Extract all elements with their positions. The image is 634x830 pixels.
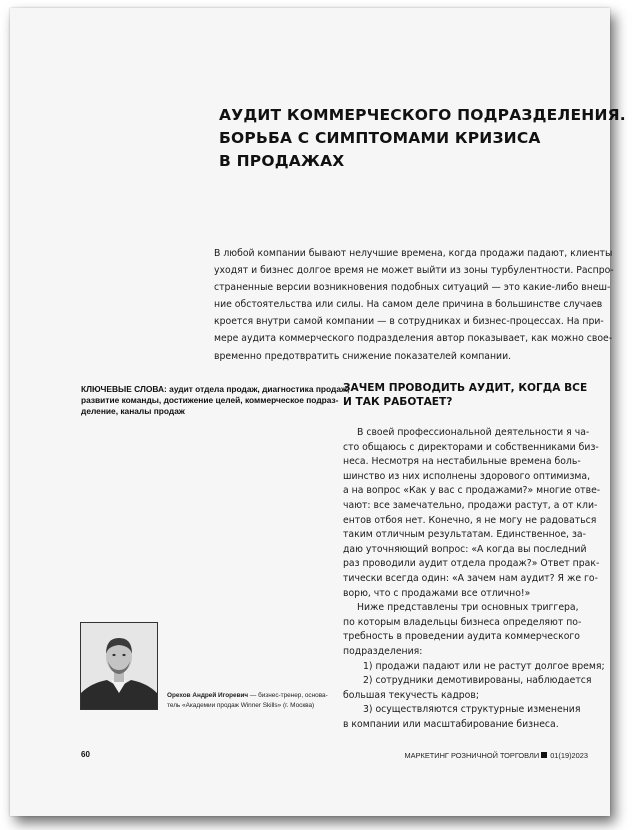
journal-footer [405, 751, 589, 760]
title-line: БОРЬБА С СИМПТОМАМИ КРИЗИСА [219, 129, 541, 147]
body-line: Ниже представлены три основных триггера, [357, 602, 579, 614]
body-line: большая текучесть кадров; [343, 689, 479, 701]
lead-line: кроется внутри самой компании — в сотрудниках и бизнес-процессах. На при- [214, 316, 604, 328]
body-line: шинство из них исполнены здорового оптимизма, [343, 470, 591, 482]
body-line: в компании или масштабирование бизнеса. [343, 718, 559, 730]
body-line: а на вопрос «Как у вас с продажами?» многие отве- [343, 485, 601, 497]
title-line: В ПРОДАЖАХ [219, 152, 345, 170]
lead-line: уходят и бизнес долгое время не может выйти из зоны турбулентности. Распро- [214, 265, 614, 277]
caption-line [167, 691, 367, 701]
article-lead [214, 245, 614, 365]
list-item: 1) продажи падают или не растут долгое время; [363, 660, 605, 672]
keywords-line: деление, каналы продаж [81, 406, 185, 416]
body-line: ворю, что с продажами все отлично!» [343, 587, 531, 599]
keywords [81, 384, 350, 417]
article-title [219, 104, 626, 173]
page-number: 60 [81, 750, 90, 759]
body-line: тически всегда один: «А зачем нам аудит? Я же го- [343, 572, 598, 584]
body-line: чают: все замечательно, продажи растут, а от кли- [343, 499, 598, 511]
section-heading [343, 381, 603, 409]
list-item: 2) сотрудники демотивированы, наблюдается [363, 675, 592, 687]
lead-line: мере аудита коммерческого подразделения автор показывает, как можно свое- [214, 333, 613, 345]
journal-name: МАРКЕТИНГ РОЗНИЧНОЙ ТОРГОВЛИ [404, 751, 540, 760]
section-heading-line: И ТАК РАБОТАЕТ? [343, 396, 453, 408]
keywords-line: развитие команды, достижение целей, коммерческое подраз- [81, 395, 339, 405]
body-line: В своей профессиональной деятельности я ча- [357, 427, 590, 438]
author-portrait [81, 623, 157, 709]
body-line: неса. Несмотря на нестабильные времена боль- [343, 456, 581, 468]
issue-number: 01(19)2023 [550, 751, 588, 760]
lead-line: временно предотвратить снижение показателей компании. [214, 350, 512, 362]
author-photo [80, 622, 158, 710]
body-line: по которым владельцы бизнеса определяют по- [343, 616, 582, 628]
magazine-page [10, 8, 626, 816]
lead-line: В любой компании бывают нелучшие времена, когда продажи падают, клиенты [214, 248, 613, 259]
body-line: даю уточняющий вопрос: «А когда вы последний [343, 543, 587, 555]
list-item: 3) осуществляются структурные изменения [363, 704, 581, 716]
body-line: требность в проведении аудита коммерческого [343, 631, 580, 643]
square-icon [541, 752, 547, 758]
keywords-line: КЛЮЧЕВЫЕ СЛОВА: аудит отдела продаж, диагностика продаж, [81, 384, 350, 394]
caption-line: тель «Академии продаж Winner Skills» (г. Москва) [167, 702, 315, 709]
body-line: раз проводили аудит отдела продаж?» Ответ прак- [343, 558, 600, 570]
lead-line: ние обстоятельства или силы. На самом деле причина в большинстве случаев [214, 299, 603, 311]
body-line: сто общаюсь с директорами и собственниками биз- [343, 441, 599, 453]
section-heading-line: ЗАЧЕМ ПРОВОДИТЬ АУДИТ, КОГДА ВСЕ [343, 382, 588, 394]
body-text [343, 426, 603, 732]
author-name: Орехов Андрей Игоревич [167, 692, 249, 699]
lead-line: страненные версии возникновения подобных ситуаций — это какие-либо внеш- [214, 282, 611, 294]
body-line: таким отличным результатам. Единственное, за- [343, 529, 586, 541]
author-caption [167, 691, 367, 711]
author-bio: — бизнес-тренер, основа- [248, 692, 328, 699]
title-line: АУДИТ КОММЕРЧЕСКОГО ПОДРАЗДЕЛЕНИЯ. [219, 106, 626, 124]
body-line: подразделения: [343, 645, 423, 657]
body-line: ентов отбоя нет. Конечно, я не могу не радоваться [343, 514, 597, 526]
